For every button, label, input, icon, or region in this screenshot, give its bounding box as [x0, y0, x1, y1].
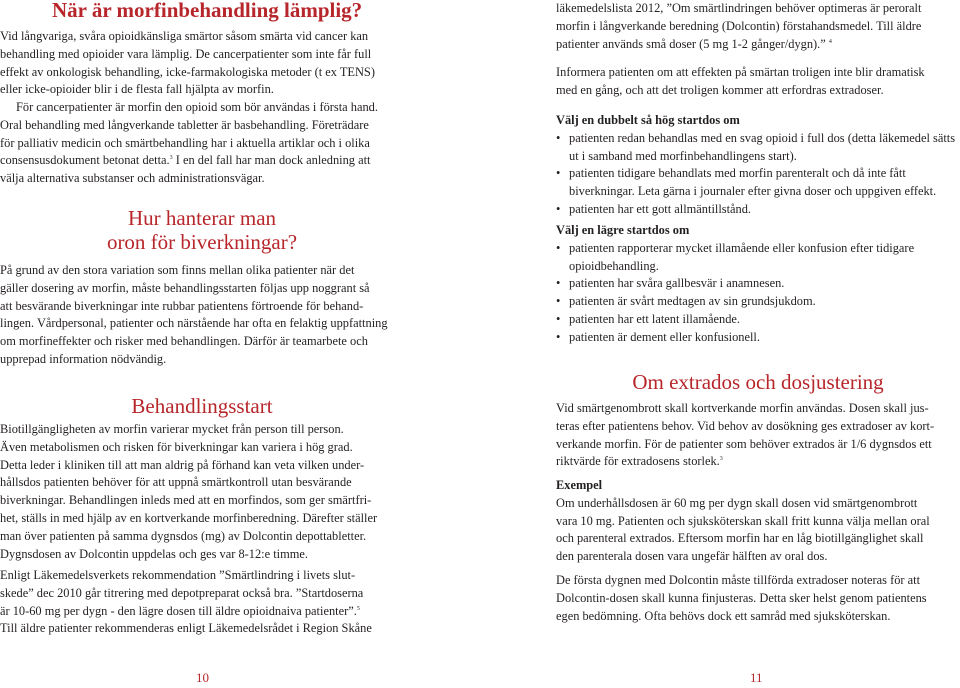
- low-dose-section: [556, 222, 960, 347]
- text-line: morfin i långverkande beredning (Dolcontin) förstahandsmedel. Till äldre: [556, 18, 922, 33]
- text-fragment: patienter används små doser (5 mg 1-2 gånger/dygn).”: [556, 36, 826, 51]
- text-fragment: I en del fall har man dock anledning att: [172, 153, 371, 168]
- text-line: Detta leder i kliniken till att man aldrig på förhand kan veta vilken under-: [0, 457, 365, 472]
- text-line: [556, 36, 921, 54]
- top-paragraph: [556, 0, 921, 53]
- subheading: Exempel: [556, 478, 603, 492]
- text-line: vara 10 mg. Patienten och sjuksköterskan skall fritt kunna välja mellan oral: [556, 513, 930, 528]
- high-dose-list: [556, 130, 960, 219]
- high-dose-section: [556, 112, 960, 219]
- text-line: behandling med opioider vara lämplig. De cancerpatienter som inte får full: [0, 46, 372, 61]
- text-line: Vid långvariga, svåra opioidkänsliga smärtor såsom smärta vid cancer kan: [0, 29, 369, 43]
- text-line: med en gång, och att det troligen kommer att erfordras extradoser.: [556, 82, 884, 97]
- section-heading-extrados: Om extrados och dosjustering: [632, 370, 884, 394]
- start-paragraph: [0, 421, 377, 563]
- text-line: Dolcontin-dosen skall kunna finjusteras. Detta sker helst genom patientens: [556, 590, 927, 605]
- closing-paragraph: [556, 572, 927, 625]
- text-line: På grund av den stora variation som finns mellan olika patienter när det: [0, 263, 355, 277]
- lakemedel-paragraph: [0, 567, 372, 638]
- text-line: egen bedömning. Ofta behövs dock ett samråd med sjuksköterskan.: [556, 608, 891, 623]
- section-heading-behandlingsstart: Behandlingsstart: [131, 394, 273, 418]
- reference-mark: 3: [169, 155, 173, 162]
- reference-mark: 5: [356, 605, 360, 612]
- inform-paragraph: [556, 64, 925, 100]
- low-dose-list: [556, 240, 960, 347]
- oron-paragraph: [0, 262, 388, 369]
- text-line: man över patienten på samma dygnsdos (mg) av Dolcontin depottabletter.: [0, 528, 367, 543]
- page-heading: När är morfinbehandling lämplig?: [52, 0, 363, 22]
- reference-mark: 4: [828, 38, 832, 45]
- heading-line: oron för biverkningar?: [106, 230, 298, 254]
- text-fragment: är 10-60 mg per dygn - den lägre dosen till äldre opioidnaiva patienter”.: [0, 603, 357, 618]
- text-line: Vid smärtgenombrott skall kortverkande morfin användas. Dosen skall jus-: [556, 401, 929, 415]
- text-line: het, ställs in med hjälp av en kortverkande morfinberedning. Därefter ställer: [0, 510, 378, 525]
- text-line: Oral behandling med långverkande tabletter är basbehandling. Företrädare: [0, 117, 369, 132]
- intro-paragraph: [0, 28, 375, 99]
- text-line: De första dygnen med Dolcontin måste tillförda extradoser noteras för att: [556, 573, 921, 587]
- text-line: Även metabolismen och risken för biverkningar kan variera i hög grad.: [0, 439, 353, 454]
- text-line: att besvärande biverkningar inte rubbar patientens förtroende för behand-: [0, 298, 364, 313]
- text-line: läkemedelslista 2012, ”Om smärtlindringen behöver optimeras är peroralt: [556, 1, 922, 15]
- text-line: effekt av onkologisk behandling, icke-farmakologiska metoder (t ex TENS): [0, 64, 375, 79]
- text-line: om morfineffekter och risker med behandlingen. Därför är teamarbete och: [0, 334, 368, 349]
- text-fragment: consensusdokument betonat detta.: [0, 153, 170, 168]
- list-item: • patienten har ett gott allmäntillstånd.: [556, 201, 960, 219]
- extrados-paragraph: [556, 400, 934, 471]
- reference-mark: 3: [719, 456, 723, 463]
- text-line: välja alternativa substanser och administrationsvägar.: [0, 171, 265, 186]
- text-line: Enligt Läkemedelsverkets rekommendation ”Smärtlindring i livets slut-: [0, 568, 356, 582]
- text-fragment: riktvärde för extradosens storlek.: [556, 454, 720, 469]
- text-line: hållsdos patienten behöver för att uppnå smärtkontroll utan besvärande: [0, 475, 352, 490]
- example-section: [556, 477, 930, 566]
- text-line: För cancerpatienter är morfin den opioid som bör användas i första hand.: [16, 100, 378, 114]
- text-line: [0, 152, 378, 170]
- text-line: Dygnsdosen av Dolcontin uppdelas och ges var 8-12:e timme.: [0, 546, 308, 561]
- list-item: • patienten rapporterar mycket illamående eller konfusion efter tidigare opioidbehandling.: [556, 240, 960, 276]
- list-item: • patienten tidigare behandlats med morfin parenteralt och då inte fått biverkningar. Leta gärna i journaler efter givna doser och uppgiven effekt.: [556, 165, 960, 201]
- list-item: • patienten redan behandlas med en svag opioid i full dos (detta läkemedel sätts ut i samband med morfinbehandlingens start).: [556, 130, 960, 166]
- heading-line: Hur hanterar man: [127, 206, 277, 230]
- text-line: [556, 453, 934, 471]
- text-line: lingen. Vårdpersonal, patienter och närstående har ofta en felaktig uppfattning: [0, 316, 388, 331]
- page-number-left: 10: [196, 670, 209, 685]
- text-line: för palliativ medicin och smärtbehandling har i aktuella artiklar och i olika: [0, 135, 370, 150]
- text-line: upprepad information nödvändig.: [0, 351, 167, 366]
- text-line: biverkningar. Behandlingen inleds med att en morfindos, som ger smärtfri-: [0, 493, 372, 508]
- list-item: • patienten är dement eller konfusionell.: [556, 329, 960, 347]
- text-line: Informera patienten om att effekten på smärtan troligen inte blir dramatisk: [556, 65, 925, 79]
- text-line: teras efter patientens behov. Vid behov av dosökning ges extradoser av kort-: [556, 418, 935, 433]
- section-heading-oron: [0, 206, 404, 254]
- text-line: den parenterala dosen vara ungefär hälften av oral dos.: [556, 549, 828, 564]
- text-line: verkande morfin. För de patienter som behöver extrados är 1/6 dygnsdos ett: [556, 436, 932, 451]
- cancer-paragraph: [0, 99, 378, 188]
- text-line: Till äldre patienter rekommenderas enligt Läkemedelsrådet i Region Skåne: [0, 621, 372, 636]
- text-line: och parenteral extrados. Eftersom morfin har en låg biotillgänglighet skall: [556, 531, 924, 546]
- list-item: • patienten har svåra gallbesvär i anamnesen.: [556, 275, 960, 293]
- text-line: Biotillgängligheten av morfin varierar mycket från person till person.: [0, 422, 344, 436]
- text-line: Om underhållsdosen är 60 mg per dygn skall dosen vid smärtgenombrott: [556, 495, 918, 510]
- text-line: gäller dosering av morfin, måste behandlingsstarten följas upp noggrant så: [0, 280, 370, 295]
- subheading: Välj en dubbelt så hög startdos om: [556, 113, 740, 127]
- list-item: • patienten är svårt medtagen av sin grundsjukdom.: [556, 293, 960, 311]
- page-number-right: 11: [750, 670, 763, 685]
- text-line: skede” dec 2010 går titrering med depotpreparat också bra. ”Startdoserna: [0, 585, 364, 600]
- text-line: [0, 603, 372, 621]
- list-item: • patienten har ett latent illamående.: [556, 311, 960, 329]
- subheading: Välj en lägre startdos om: [556, 223, 690, 237]
- text-line: eller icke-opioider blir i de flesta fall hjälpta av morfin.: [0, 82, 274, 97]
